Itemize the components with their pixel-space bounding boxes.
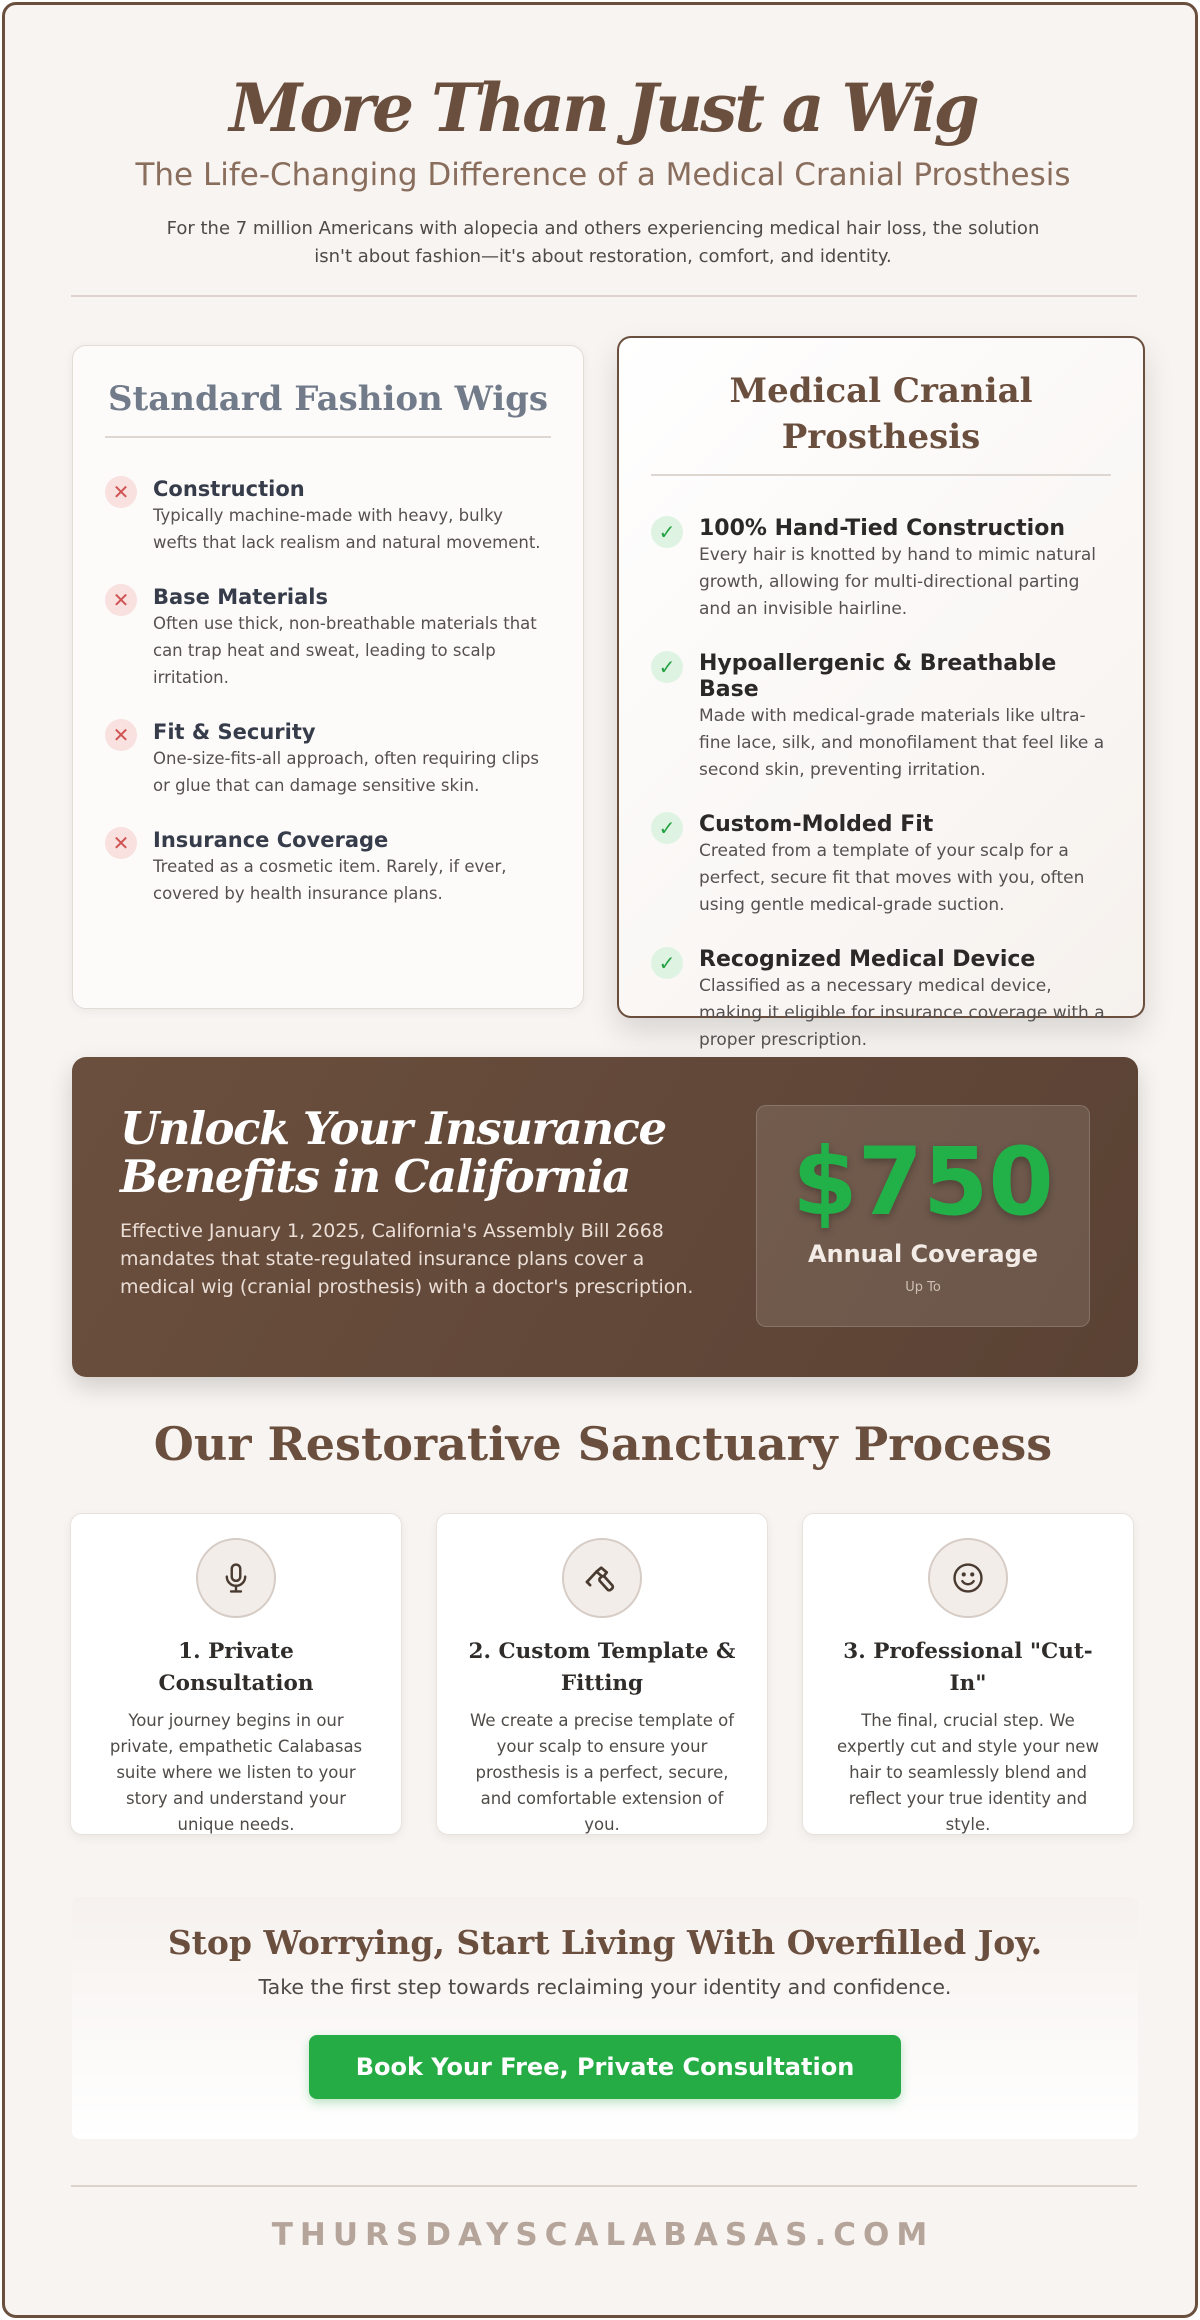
- coverage-note: Up To: [905, 1280, 941, 1295]
- medical-prosthesis-card: [617, 336, 1145, 1050]
- feature-title: Custom-Molded Fit: [699, 812, 934, 837]
- feature-item: [651, 516, 1111, 623]
- process-step: [70, 1513, 402, 1835]
- check-icon: ✓: [651, 516, 683, 548]
- step-text: Your journey begins in our private, empathetic Calabasas suite where we listen to your story and understand your unique needs.: [109, 1711, 363, 1834]
- process-title: Our Restorative Sanctuary Process: [153, 1417, 1053, 1471]
- intro-text: For the 7 million Americans with alopecia and others experiencing medical hair loss, the solution isn't about fashion—it's about restoration, comfort, and identity.: [166, 218, 1040, 267]
- cta-title: Stop Worrying, Start Living With Overfilled Joy.: [167, 1923, 1043, 1962]
- process-step: [436, 1513, 768, 1835]
- coverage-box: [756, 1105, 1090, 1327]
- feature-text: Typically machine-made with heavy, bulky wefts that lack realism and natural movement.: [153, 506, 541, 552]
- check-icon: ✓: [651, 651, 683, 683]
- process-step: [802, 1513, 1134, 1835]
- page-frame: [2, 2, 1198, 2318]
- feature-text: Every hair is knotted by hand to mimic natural growth, allowing for multi-directional parting and an invisible hairline.: [699, 545, 1096, 619]
- icon-circle: [928, 1538, 1008, 1618]
- insurance-banner: [72, 1057, 1138, 1377]
- step-title: 3. Professional "Cut-In": [843, 1639, 1093, 1696]
- feature-title: Base Materials: [153, 585, 329, 609]
- feature-item: [105, 827, 551, 907]
- card-title: Standard Fashion Wigs: [105, 376, 551, 438]
- check-icon: ✓: [651, 812, 683, 844]
- feature-item: [651, 812, 1111, 919]
- step-text: We create a precise template of your scalp to ensure your prosthesis is a perfect, secure, and comfortable extension of you.: [469, 1711, 735, 1834]
- feature-text: Treated as a cosmetic item. Rarely, if ever, covered by health insurance plans.: [153, 857, 507, 903]
- icon-circle: [196, 1538, 276, 1618]
- page-title: More Than Just a Wig: [229, 69, 977, 147]
- step-text: The final, crucial step. We expertly cut and style your new hair to seamlessly blend and reflect your true identity and style.: [837, 1711, 1099, 1834]
- feature-text: Created from a template of your scalp for a perfect, secure fit that moves with you, often using gentle medical-grade suction.: [699, 841, 1085, 915]
- page-subtitle: The Life-Changing Difference of a Medical Cranial Prosthesis: [135, 157, 1071, 193]
- hero: [5, 65, 1200, 271]
- book-consultation-button[interactable]: Book Your Free, Private Consultation: [309, 2035, 901, 2099]
- feature-item: [651, 651, 1111, 784]
- divider: [71, 295, 1137, 297]
- x-icon: ✕: [105, 827, 137, 859]
- smile-icon: [951, 1561, 985, 1595]
- feature-text: Often use thick, non-breathable materials that can trap heat and sweat, leading to scalp irritation.: [153, 614, 537, 687]
- coverage-label: Annual Coverage: [807, 1240, 1039, 1268]
- feature-item: [105, 719, 551, 799]
- feature-item: [105, 584, 551, 691]
- cta-section: [72, 1897, 1138, 2139]
- x-icon: ✕: [105, 584, 137, 616]
- feature-text: One-size-fits-all approach, often requiring clips or glue that can damage sensitive skin.: [153, 749, 540, 795]
- footer-domain: THURSDAYSCALABASAS.COM: [271, 2217, 935, 2253]
- x-icon: ✕: [105, 719, 137, 751]
- feature-item: [105, 476, 551, 556]
- step-title: 1. Private Consultation: [158, 1639, 314, 1696]
- insurance-text: Effective January 1, 2025, California's Assembly Bill 2668 mandates that state-regulated insurance plans cover a medical wig (cranial prosthesis) with a doctor's prescription.: [120, 1220, 694, 1298]
- icon-circle: [562, 1538, 642, 1618]
- step-title: 2. Custom Template & Fitting: [468, 1639, 736, 1696]
- standard-wigs-card: [72, 345, 584, 1009]
- feature-title: Recognized Medical Device: [699, 947, 1036, 972]
- x-icon: ✕: [105, 476, 137, 508]
- feature-title: Construction: [153, 477, 305, 501]
- feature-item: [651, 947, 1111, 1054]
- feature-text: Classified as a necessary medical device, making it eligible for insurance coverage with a proper prescription.: [699, 976, 1105, 1050]
- check-icon: ✓: [651, 947, 683, 979]
- feature-text: Made with medical-grade materials like ultra-fine lace, silk, and monofilament that feel like a second skin, preventing irritation.: [699, 706, 1105, 780]
- feature-title: Fit & Security: [153, 720, 316, 744]
- tools-icon: [583, 1559, 621, 1597]
- feature-title: Insurance Coverage: [153, 828, 389, 852]
- feature-title: Hypoallergenic & Breathable Base: [699, 651, 1057, 702]
- feature-title: 100% Hand-Tied Construction: [699, 516, 1065, 541]
- divider: [71, 2185, 1137, 2187]
- cta-text: Take the first step towards reclaiming your identity and confidence.: [258, 1975, 952, 1999]
- card-title: Medical Cranial Prosthesis: [651, 368, 1111, 476]
- microphone-icon: [219, 1561, 253, 1595]
- insurance-title: Unlock Your Insurance Benefits in California: [120, 1102, 666, 1203]
- coverage-amount: $750: [792, 1128, 1054, 1237]
